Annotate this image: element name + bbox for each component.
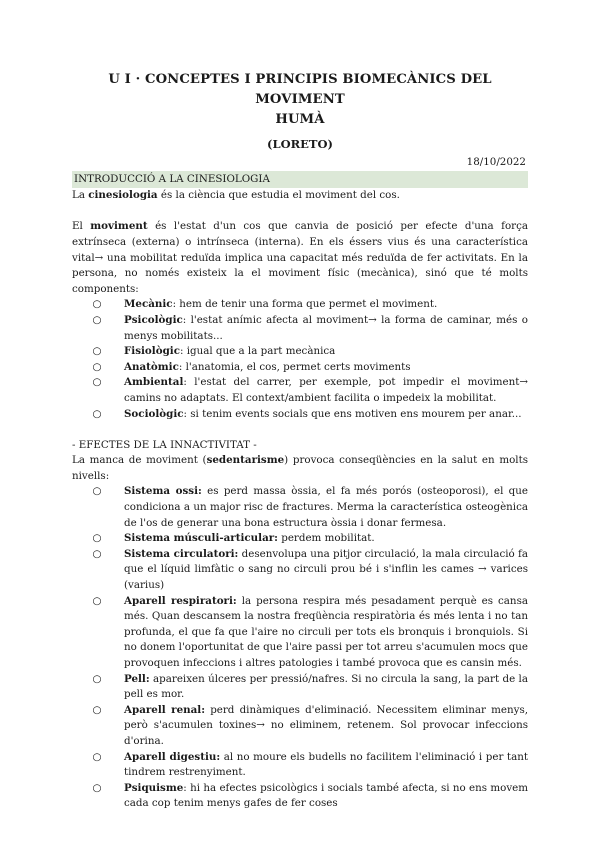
circle-bullet-icon: ○ <box>92 407 102 420</box>
list-item: ○ Mecànic: hem de tenir una forma que permet el moviment. <box>72 297 528 313</box>
circle-bullet-icon: ○ <box>92 781 102 794</box>
effects-list <box>72 484 528 811</box>
circle-bullet-icon: ○ <box>92 750 102 763</box>
author-label: (LORETO) <box>267 137 333 151</box>
list-item: ○ Fisiològic: igual que a la part mecànica <box>72 344 528 360</box>
circle-bullet-icon: ○ <box>92 376 102 389</box>
spacer <box>72 204 528 220</box>
list-item: ○ Sistema ossi: es perd massa òssia, el fa més porós (osteoporosi), el que condiciona a un major risc de fractures. Merma la característica osteogènica de l'os de generar una bona estructura òssia i donar fermesa. <box>72 484 528 531</box>
list-item: ○ Psiquisme: hi ha efectes psicològics i socials també afecta, si no ens movem cada cop tenim menys gafes de fer coses <box>72 781 528 812</box>
circle-bullet-icon: ○ <box>92 345 102 358</box>
list-item: ○ Pell: apareixen úlceres per pressió/nafres. Si no circula la sang, la part de la pell es mor. <box>72 672 528 703</box>
circle-bullet-icon: ○ <box>92 313 102 326</box>
effects-intro-paragraph: La manca de moviment (sedentarisme) provoca conseqüències en la salut en molts nivells: <box>72 454 528 482</box>
list-item: ○ Psicològic: l'estat anímic afecta al moviment→ la forma de caminar, més o menys mobilitats... <box>72 313 528 344</box>
circle-bullet-icon: ○ <box>92 672 102 685</box>
circle-bullet-icon: ○ <box>92 485 102 498</box>
circle-bullet-icon: ○ <box>92 594 102 607</box>
list-item: ○ Sistema músculi-articular: perdem mobilitat. <box>72 531 528 547</box>
definition-paragraph: La cinesiologia és la ciència que estudia el moviment del cos. <box>72 189 400 202</box>
list-item: ○ Ambiental: l'estat del carrer, per exemple, pot impedir el moviment→ camins no adaptats. El context/ambient facilita o impedeix la mobilitat. <box>72 375 528 406</box>
list-item: ○ Anatòmic: l'anatomia, el cos, permet certs moviments <box>72 360 528 376</box>
title-line-2: HUMÀ <box>275 112 325 127</box>
page-title <box>72 70 528 130</box>
circle-bullet-icon: ○ <box>92 703 102 716</box>
section-header-intro: INTRODUCCIÓ A LA CINESIOLOGIA <box>72 171 528 189</box>
list-item: ○ Aparell respiratori: la persona respira més pesadament perquè es cansa més. Quan descansem la nostra freqüència respiratòria és més lenta i no tan profunda, el que fa que l'aire no circuli per tots els bronquis i bronquiols. Si no donem l'oportunitat de que l'aire passi per tot arreu s'acumulen mocs que provoquen infeccions i altres patologies i també provoca que es cansin més. <box>72 594 528 672</box>
circle-bullet-icon: ○ <box>92 360 102 373</box>
list-item: ○ Sociològic: si tenim events socials que ens motiven ens mourem per anar... <box>72 407 528 423</box>
movement-paragraph: El moviment és l'estat d'un cos que canvia de posició per efecte d'una força extrínseca (externa) o intrínseca (interna). En els éssers vius és una característica vital→ una mobilitat reduïda implica una capacitat més reduïda de fer activitats. En la persona, no només existeix la el moviment físic (mecànica), sinó que té molts components: <box>72 220 528 295</box>
spacer <box>72 422 528 438</box>
circle-bullet-icon: ○ <box>92 298 102 311</box>
circle-bullet-icon: ○ <box>92 532 102 545</box>
list-item: ○ Aparell digestiu: al no moure els budells no facilitem l'eliminació i per tant tindrem restrenyiment. <box>72 750 528 781</box>
components-list <box>72 297 528 422</box>
section-header-effects: - EFECTES DE LA INNACTIVITAT - <box>72 438 257 451</box>
list-item: ○ Sistema circulatori: desenvolupa una pitjor circulació, la mala circulació fa que el líquid limfàtic o sang no circuli prou bé i s'inflin les cames → varices (varius) <box>72 547 528 594</box>
circle-bullet-icon: ○ <box>92 547 102 560</box>
document-date: 18/10/2022 <box>466 156 526 168</box>
title-line-1: U I · CONCEPTES I PRINCIPIS BIOMECÀNICS DEL MOVIMENT <box>108 72 492 107</box>
list-item: ○ Aparell renal: perd dinàmiques d'eliminació. Necessitem eliminar menys, però s'acumulen toxines→ no eliminem, retenem. Sol provocar infeccions d'orina. <box>72 703 528 750</box>
